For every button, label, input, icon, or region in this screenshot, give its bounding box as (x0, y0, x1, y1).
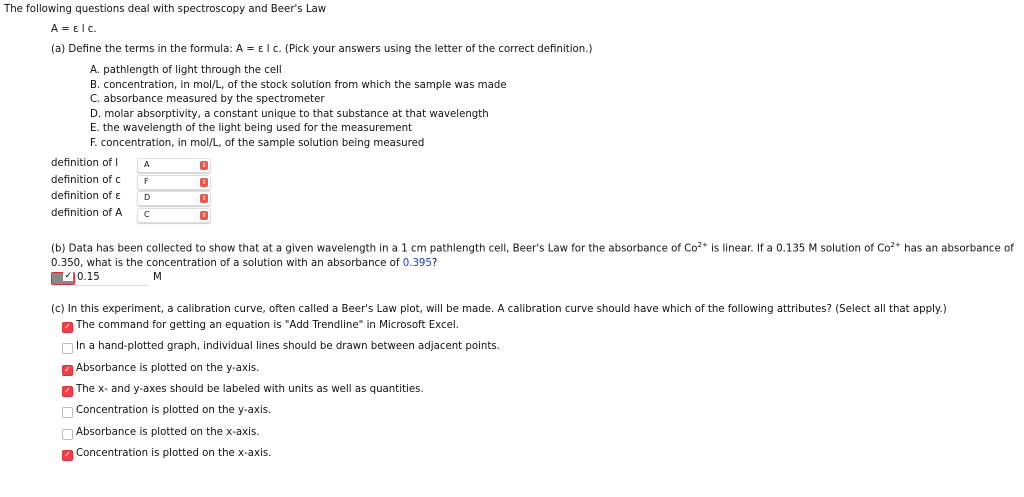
definition-label: definition of c (51, 174, 121, 186)
definition-select[interactable] (137, 191, 211, 206)
definition-label: definition of A (51, 208, 123, 220)
part-c-prompt: (c) In this experiment, a calibration curve, often called a Beer's Law plot, will be made. A calibration curve should have which of the following attributes? (Select all that apply.) (51, 304, 947, 315)
charge: 2+ (697, 241, 708, 249)
attribute-option: Absorbance is plotted on the x-axis. (76, 426, 260, 438)
definition-select[interactable] (137, 208, 211, 223)
chevron-updown-icon: ⇕ (201, 195, 207, 203)
text: ? (431, 258, 438, 269)
charge: 2+ (890, 241, 901, 249)
checkbox[interactable] (62, 386, 73, 397)
definition-option: A. pathlength of light through the cell (90, 65, 282, 76)
definition-select[interactable] (137, 158, 211, 173)
attribute-option: The command for getting an equation is "Add Trendline" in Microsoft Excel. (76, 320, 459, 331)
checkbox[interactable] (62, 429, 73, 440)
definition-select[interactable] (137, 175, 211, 190)
chevron-updown-icon: ⇕ (201, 212, 207, 220)
definition-option: E. the wavelength of the light being used for the measurement (90, 123, 413, 134)
formula: A = ε l c. (51, 24, 97, 35)
definition-option: B. concentration, in mol/L, of the stock solution from which the sample was made (90, 79, 507, 91)
text: 0.350, what is the concentration of a solution with an absorbance of (51, 258, 403, 269)
attribute-option: Concentration is plotted on the x-axis. (76, 447, 272, 459)
highlight-value: 0.395 (402, 258, 432, 269)
unit: M (153, 272, 162, 283)
checkbox[interactable] (62, 343, 73, 354)
definition-option: D. molar absorptivity, a constant unique to that substance at that wavelength (90, 108, 489, 120)
selected-value: A (144, 160, 150, 169)
answer-input[interactable] (74, 270, 148, 286)
definition-label: definition of ε (51, 191, 121, 203)
attribute-option: In a hand-plotted graph, individual lines should be drawn between adjacent points. (76, 341, 500, 353)
checkbox[interactable] (62, 407, 73, 418)
text: has an absorbance of (900, 243, 1014, 255)
part-b-line2 (51, 258, 437, 269)
attribute-option: Absorbance is plotted on the y-axis. (76, 362, 260, 374)
chevron-updown-icon: ⇕ (201, 178, 207, 186)
correct-check-icon: ✓ (51, 272, 75, 285)
chevron-updown-icon: ⇕ (201, 162, 207, 169)
selected-value: C (144, 210, 150, 220)
answer-value: 0.15 (77, 272, 100, 283)
selected-value: D (144, 193, 151, 203)
part-b-line1 (51, 241, 1014, 254)
text: (b) Data has been collected to show that at a given wavelength in a 1 cm pathlength cell, Beer's Law for the absorbance of Co (51, 243, 698, 255)
checkbox[interactable] (62, 365, 73, 376)
definition-option: C. absorbance measured by the spectrometer (90, 94, 325, 105)
intro-title: The following questions deal with spectroscopy and Beer's Law (4, 4, 327, 15)
selected-value: F (144, 176, 149, 186)
attribute-option: The x- and y-axes should be labeled with units as well as quantities. (76, 383, 424, 395)
checkbox[interactable] (62, 322, 73, 333)
definition-label: definition of l (51, 158, 119, 169)
checkbox[interactable] (62, 450, 73, 461)
text: is linear. If a 0.135 M solution of Co (707, 243, 891, 255)
part-a-prompt: (a) Define the terms in the formula: A = ε l c. (Pick your answers using the letter of the correct definition.) (51, 44, 593, 55)
definition-option: F. concentration, in mol/L, of the sample solution being measured (90, 137, 425, 149)
attribute-option: Concentration is plotted on the y-axis. (76, 405, 272, 417)
